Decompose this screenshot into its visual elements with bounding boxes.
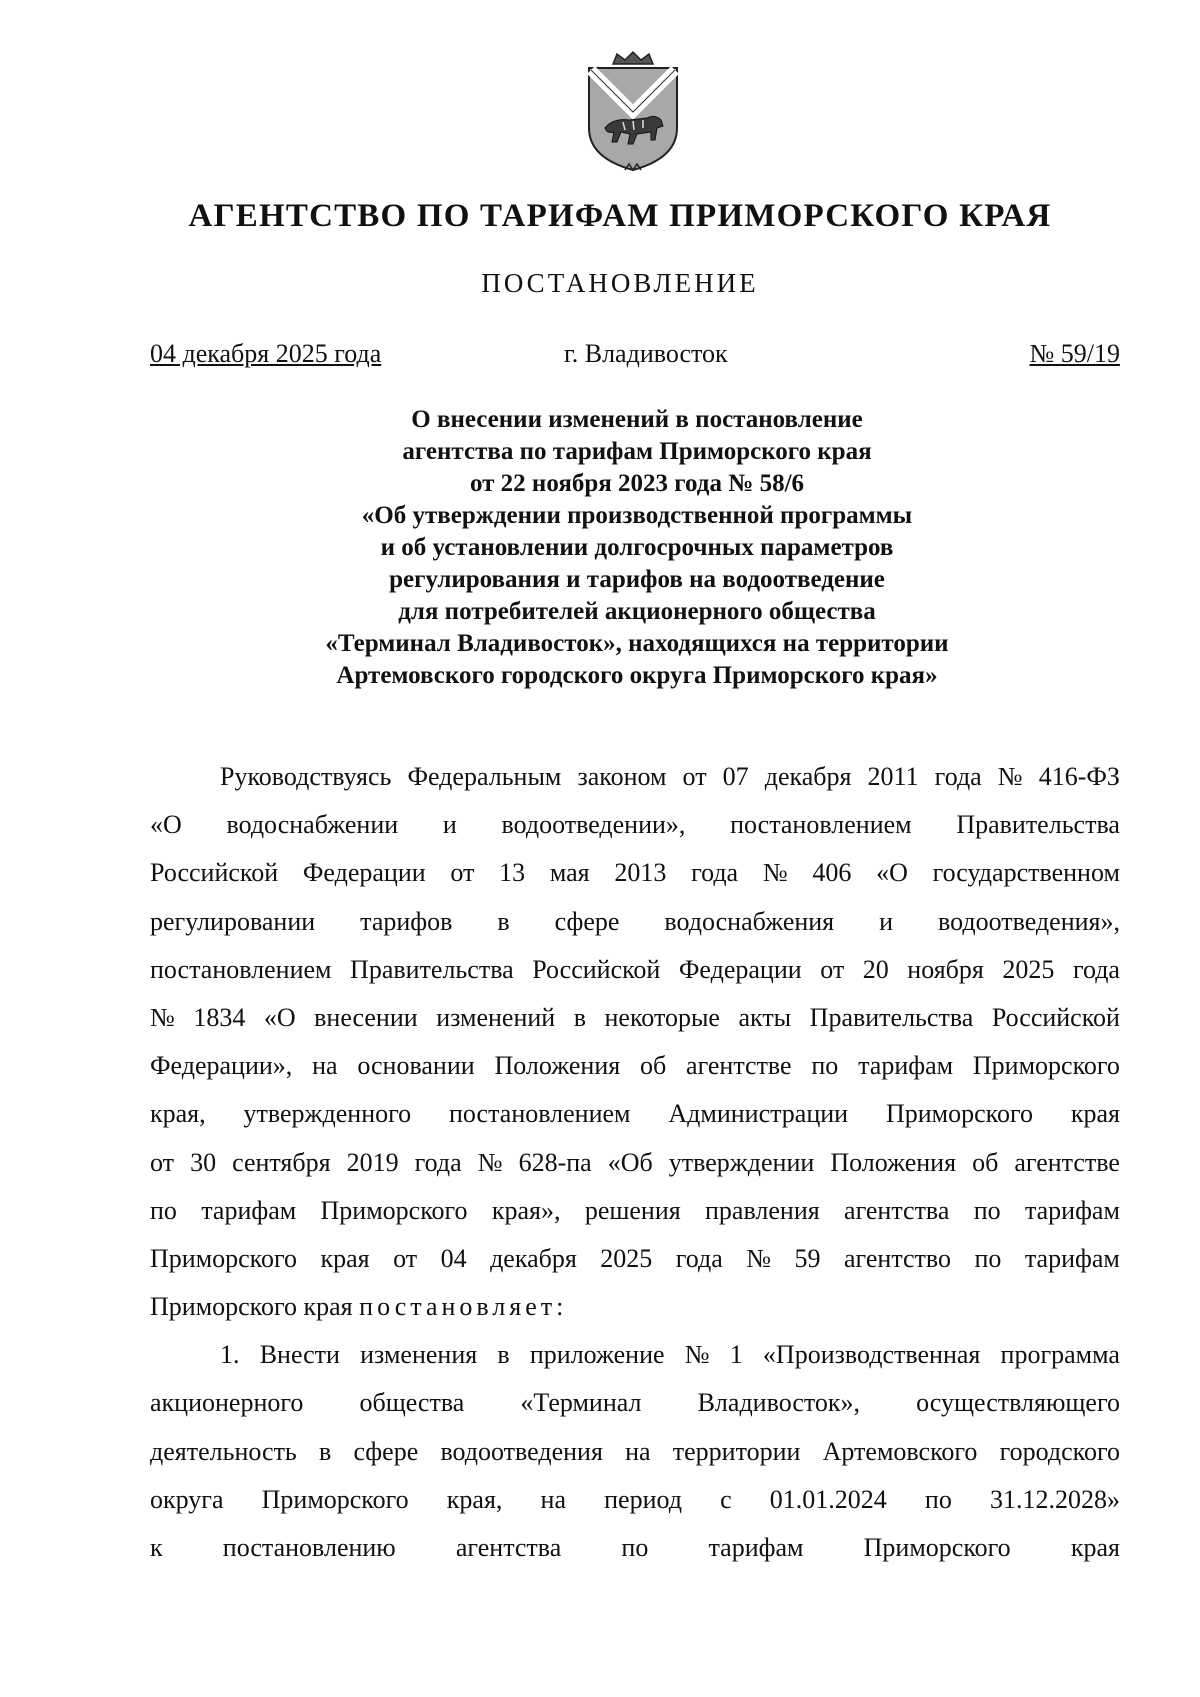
word: края [1070, 1099, 1120, 1129]
word: от [450, 858, 475, 888]
word: Российской [991, 1002, 1120, 1032]
word: изменений [436, 1002, 556, 1032]
word: Приморского [320, 1195, 468, 1225]
word: программа [1000, 1340, 1120, 1370]
word: Приморского [150, 1243, 298, 1273]
word: изменения [360, 1340, 478, 1370]
word: «О [876, 858, 908, 888]
word: по [150, 1195, 177, 1225]
word: общества [359, 1388, 465, 1418]
document-body [150, 760, 1120, 1579]
word: тарифам [201, 1195, 297, 1225]
body-line [150, 1531, 1120, 1579]
word: об [640, 1051, 667, 1081]
word: края», [491, 1195, 561, 1225]
body-line [150, 1049, 1120, 1097]
word: № [477, 1147, 503, 1177]
document-date: 04 декабря 2025 года [150, 339, 382, 368]
word: Федерации», [150, 1051, 293, 1081]
word: внесении [314, 1002, 418, 1032]
word: 01.01.2024 [769, 1484, 887, 1514]
body-line [150, 1435, 1120, 1483]
word: государственном [932, 858, 1120, 888]
word: агентстве [1014, 1147, 1120, 1177]
agency-name: АГЕНТСТВО ПО ТАРИФАМ ПРИМОРСКОГО КРАЯ [188, 198, 1052, 234]
word: Правительства [809, 1002, 974, 1032]
word: тарифам [1024, 1195, 1120, 1225]
word: тарифам [858, 1051, 954, 1081]
word: Артемовского [822, 1436, 978, 1466]
word: № [684, 1340, 710, 1370]
word: постановлением [449, 1099, 631, 1129]
word: «Терминал [520, 1388, 642, 1418]
word: приложение [529, 1340, 665, 1370]
word: по [621, 1533, 649, 1562]
word: 30 [190, 1147, 217, 1177]
body-line [150, 856, 1120, 904]
word: 1. [220, 1340, 240, 1370]
word: 59 [794, 1243, 821, 1273]
title-line: и об установлении долгосрочных параметров [380, 534, 894, 561]
word: края [320, 1243, 370, 1273]
word: водоснабжения [664, 906, 835, 936]
word: тарифам [1024, 1243, 1120, 1273]
word: водоотведения», [938, 906, 1120, 936]
word: декабря [490, 1243, 577, 1273]
word: акционерного [150, 1388, 304, 1418]
word: 07 [722, 762, 749, 791]
word: в [497, 906, 510, 936]
document-number: № 59/19 [1029, 339, 1120, 368]
word: края [1070, 1533, 1120, 1562]
word: Администрации [668, 1099, 849, 1129]
word: Правительства [350, 954, 514, 984]
title-line: для потребителей акционерного общества [398, 598, 876, 625]
word: сфере [353, 1436, 419, 1466]
word: деятельность [150, 1436, 297, 1466]
word: № [150, 1002, 175, 1032]
word: от [820, 954, 845, 984]
word: Владивосток», [697, 1388, 861, 1418]
word: «О [263, 1002, 296, 1032]
word: правления [705, 1195, 820, 1225]
word: постановлением [150, 954, 332, 984]
word: Российской [150, 858, 279, 888]
title-line: регулирования и тарифов на водоотведение [389, 566, 885, 593]
word: года [1072, 954, 1120, 984]
word: округа [150, 1484, 224, 1514]
word: постановлению [222, 1533, 396, 1562]
body-line [150, 905, 1120, 953]
word: и [442, 810, 457, 840]
word: 2025 [1002, 954, 1055, 984]
word: Приморского [972, 1051, 1120, 1081]
word: 2013 [614, 858, 667, 888]
word: по [811, 1051, 839, 1081]
word: Российской [532, 954, 661, 984]
word: Приморского [261, 1484, 409, 1514]
word: агентства [455, 1533, 562, 1562]
word: Положения [494, 1051, 621, 1081]
word: в [318, 1436, 332, 1466]
word: постановлением [730, 810, 912, 840]
word: сфере [554, 906, 620, 936]
word: Положения [830, 1147, 957, 1177]
title-line: «Об утверждении производственной программы [361, 502, 913, 529]
word: основании [357, 1051, 475, 1081]
word: агентстве [686, 1051, 792, 1081]
body-text: Приморского края [150, 1292, 360, 1322]
primorsky-krai-coat-of-arms-icon [583, 50, 683, 174]
word: года [934, 762, 982, 791]
word: тарифов [360, 906, 453, 936]
document-type: ПОСТАНОВЛЕНИЕ [481, 268, 759, 298]
body-line [150, 760, 1120, 808]
title-line: от 22 ноября 2023 года № 58/6 [469, 470, 805, 497]
word: 20 [862, 954, 889, 984]
word: края, [150, 1099, 206, 1129]
word: № [997, 762, 1023, 791]
title-line: О внесении изменений в постановление [411, 406, 863, 433]
word: территории [672, 1436, 801, 1466]
word: декабря [764, 762, 852, 791]
document-city: г. Владивосток [564, 339, 728, 368]
word: тарифам [708, 1533, 804, 1562]
word: по [974, 1243, 1002, 1273]
word: № [762, 858, 788, 888]
word: от [150, 1147, 175, 1177]
word: по [924, 1484, 952, 1514]
word: законом [577, 762, 667, 791]
word: некоторые [604, 1002, 720, 1032]
word: от [393, 1243, 418, 1273]
word: Руководствуясь [220, 762, 392, 791]
title-line: «Терминал Владивосток», находящихся на территории [325, 630, 949, 657]
word: и [879, 906, 894, 936]
body-line [150, 1386, 1120, 1434]
word: в [497, 1340, 510, 1370]
word: 13 [499, 858, 526, 888]
word: «Производственная [762, 1340, 981, 1370]
word: 628-па [518, 1147, 592, 1177]
word: на [625, 1436, 651, 1466]
body-line [150, 1001, 1120, 1049]
body-line [150, 1097, 1120, 1145]
word: ноября [907, 954, 984, 984]
body-line [150, 1146, 1120, 1194]
word: 2011 [867, 762, 919, 791]
word: Федеральным [407, 762, 562, 791]
body-line [150, 1194, 1120, 1242]
word: 04 [440, 1243, 467, 1273]
word: Внести [259, 1340, 340, 1370]
word: сентября [232, 1147, 331, 1177]
word: года [414, 1147, 462, 1177]
word: в [573, 1002, 586, 1032]
word: года [675, 1243, 723, 1273]
word: Приморского [885, 1099, 1033, 1129]
word: агентство [844, 1243, 951, 1273]
word: «О [150, 810, 182, 840]
word: «Об [607, 1147, 653, 1177]
word: Федерации [302, 858, 426, 888]
word: период [604, 1484, 682, 1514]
word: края, [446, 1484, 503, 1514]
body-line [150, 1242, 1120, 1290]
word: по [973, 1195, 1001, 1225]
word: агентства [844, 1195, 950, 1225]
word: утверждении [668, 1147, 815, 1177]
word: на [312, 1051, 338, 1081]
word: 416-ФЗ [1038, 762, 1120, 791]
word: 2019 [346, 1147, 399, 1177]
word: 2025 [600, 1243, 653, 1273]
document-title [150, 404, 1124, 692]
word: с [720, 1484, 732, 1514]
word: Правительства [956, 810, 1120, 840]
word: осуществляющего [916, 1388, 1120, 1418]
word: акты [738, 1002, 792, 1032]
word: года [691, 858, 739, 888]
word: водоотведении», [501, 810, 686, 840]
title-line: Артемовского городского округа Приморского края» [336, 662, 938, 689]
word: городского [999, 1436, 1120, 1466]
word: Приморского [863, 1533, 1011, 1562]
body-line [150, 953, 1120, 1001]
word: об [972, 1147, 999, 1177]
body-line [150, 1338, 1120, 1386]
title-line: агентства по тарифам Приморского края [402, 438, 872, 465]
word: 31.12.2028» [989, 1484, 1120, 1514]
word: регулировании [150, 906, 316, 936]
word: решения [584, 1195, 681, 1225]
body-line [150, 808, 1120, 856]
word: водоотведения [440, 1436, 603, 1466]
word: № [746, 1243, 772, 1273]
word: мая [549, 858, 590, 888]
word: водоснабжении [226, 810, 399, 840]
body-line [150, 1290, 1120, 1338]
resolving-word: постановляет: [359, 1292, 568, 1322]
word: Федерации [678, 954, 802, 984]
word: 1 [729, 1340, 743, 1370]
word: 406 [812, 858, 852, 888]
word: утвержденного [243, 1099, 412, 1129]
word: на [540, 1484, 566, 1514]
word: 1834 [193, 1002, 246, 1032]
word: к [150, 1533, 163, 1562]
body-line [150, 1483, 1120, 1531]
word: от [682, 762, 707, 791]
